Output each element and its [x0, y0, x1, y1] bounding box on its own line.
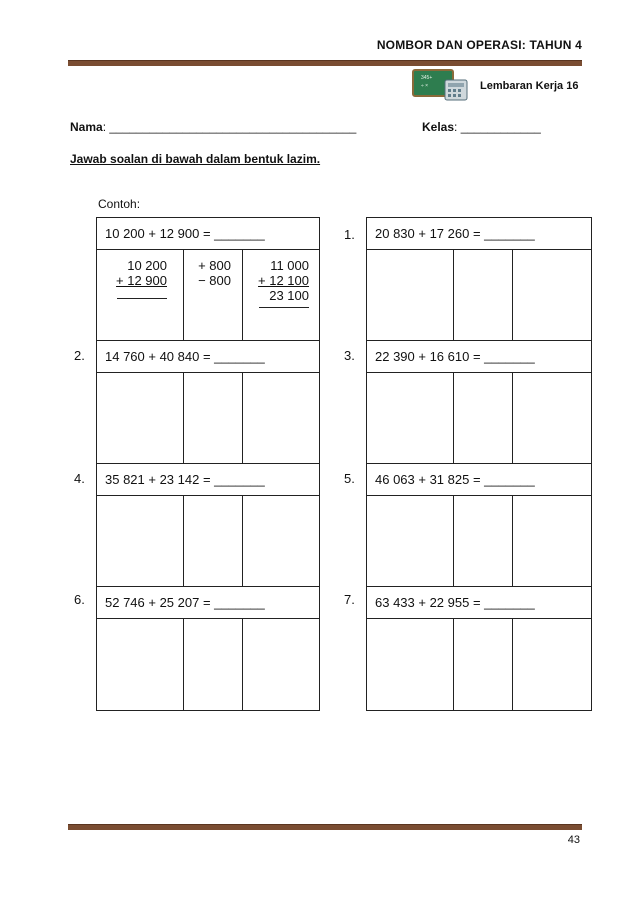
question-number: 7.	[344, 592, 355, 607]
class-field[interactable]	[422, 120, 541, 134]
question-equation: 20 830 + 17 260 = _______	[375, 226, 535, 241]
example-line: + 12 100	[258, 273, 309, 288]
column-divider	[242, 618, 243, 710]
question-number: 2.	[74, 348, 85, 363]
column-divider	[453, 618, 454, 710]
svg-text:÷ ×: ÷ ×	[421, 83, 429, 89]
column-divider	[512, 495, 513, 587]
svg-text:345+: 345+	[421, 75, 433, 81]
box-divider	[97, 495, 319, 496]
page-number: 43	[567, 834, 580, 846]
column-divider	[453, 495, 454, 587]
column-divider	[512, 618, 513, 710]
answer-line	[259, 307, 309, 308]
question-equation: 22 390 + 16 610 = _______	[375, 349, 535, 364]
question-box[interactable]	[366, 463, 592, 588]
worksheet-label: Lembaran Kerja 16	[480, 80, 579, 92]
question-equation: 52 746 + 25 207 = _______	[105, 595, 265, 610]
header-divider	[68, 60, 582, 66]
question-number: 1.	[344, 227, 355, 242]
example-working-2	[189, 258, 231, 288]
question-equation: 46 063 + 31 825 = _______	[375, 472, 535, 487]
example-box	[96, 217, 320, 342]
example-line: 23 100	[269, 288, 309, 303]
question-equation: 63 433 + 22 955 = _______	[375, 595, 535, 610]
name-blank: : _____________________________________	[102, 120, 357, 134]
example-line: 11 000	[270, 258, 309, 273]
answer-line	[117, 298, 167, 299]
example-equation: 10 200 + 12 900 = _______	[105, 226, 265, 241]
box-divider	[367, 495, 591, 496]
question-box[interactable]	[366, 586, 592, 711]
name-field[interactable]	[70, 120, 356, 134]
question-box[interactable]	[366, 340, 592, 465]
example-working-3	[247, 258, 309, 308]
example-line: 10 200	[127, 258, 167, 273]
column-divider	[453, 249, 454, 341]
example-divider	[97, 249, 319, 250]
column-divider	[453, 372, 454, 464]
question-number: 6.	[74, 592, 85, 607]
box-divider	[367, 618, 591, 619]
question-box[interactable]	[96, 463, 320, 588]
box-divider	[97, 618, 319, 619]
example-line: + 12 900	[116, 273, 167, 288]
column-divider	[183, 495, 184, 587]
question-box[interactable]	[366, 217, 592, 342]
column-divider	[242, 372, 243, 464]
column-divider	[183, 618, 184, 710]
box-divider	[367, 372, 591, 373]
column-divider	[242, 495, 243, 587]
box-divider	[367, 249, 591, 250]
column-divider	[183, 372, 184, 464]
class-label: Kelas	[422, 120, 455, 134]
question-box[interactable]	[96, 586, 320, 711]
example-line: − 800	[198, 273, 231, 288]
instruction-text: Jawab soalan di bawah dalam bentuk lazim.	[70, 152, 321, 166]
page-header-title: NOMBOR DAN OPERASI: TAHUN 4	[376, 38, 582, 52]
column-divider	[512, 249, 513, 341]
column-divider	[512, 372, 513, 464]
example-col-divider	[183, 249, 184, 341]
question-box[interactable]	[96, 340, 320, 465]
class-blank: : ____________	[454, 120, 541, 134]
example-line: + 800	[198, 258, 231, 273]
calculator-blackboard-icon	[411, 68, 471, 104]
example-label: Contoh:	[98, 197, 141, 211]
example-working-1	[107, 258, 167, 299]
question-equation: 14 760 + 40 840 = _______	[105, 349, 265, 364]
question-number: 5.	[344, 471, 355, 486]
name-label: Nama	[70, 120, 103, 134]
footer-divider	[68, 824, 582, 830]
example-col-divider	[242, 249, 243, 341]
question-number: 3.	[344, 348, 355, 363]
question-number: 4.	[74, 471, 85, 486]
question-equation: 35 821 + 23 142 = _______	[105, 472, 265, 487]
box-divider	[97, 372, 319, 373]
